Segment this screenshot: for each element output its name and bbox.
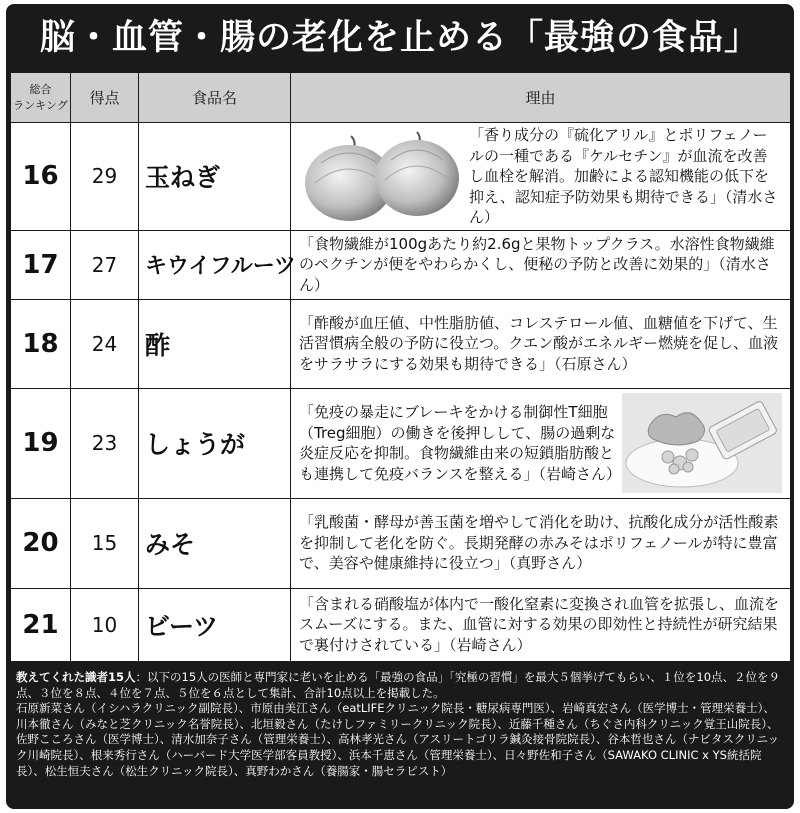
score: 15	[71, 498, 139, 588]
table-row	[11, 388, 791, 498]
food-name: キウイフルーツ	[139, 230, 291, 299]
table-row	[11, 230, 791, 299]
score: 24	[71, 299, 139, 388]
table-row	[11, 498, 791, 588]
rank-number: 21	[11, 588, 71, 661]
food-name: ビーツ	[139, 588, 291, 661]
table-row	[11, 299, 791, 388]
rank-number: 17	[11, 230, 71, 299]
rank-number: 18	[11, 299, 71, 388]
notes-experts: 石原新菜さん（イシハラクリニック副院長）、市原由美江さん（eatLIFEクリニック院長・糖尿病専門医）、岩崎真宏さん（医学博士・管理栄養士）、川本徹さん（みなと芝クリニック名誉院長）、北垣毅さん（たけしファミリークリニック院長）、近藤千種さん（ちぐさ内科クリニック覚王山院長）、佐野こころさん（医学博士）、清水加奈子さん（管理栄養士）、高林孝光さん（アスリートゴリラ鍼灸接骨院院長）、谷本哲也さん（ナビタスクリニック川崎院長）、根来秀行さん（ハーバード大学医学部客員教授）、浜本千恵さん（管理栄養士）、日々野佐和子さん（SAWAKO CLINIC x YS統括院長）、松生恒夫さん（松生クリニック院長）、真野わかさん（養腸家・腸セラピスト）	[16, 701, 780, 778]
header-rank: 総合 ランキング	[11, 73, 71, 123]
notes-section	[16, 670, 786, 779]
header-score: 得点	[71, 73, 139, 123]
reason-text: 「食物繊維が100gあたり約2.6gと果物トップクラス。水溶性食物繊維のペクチンが便をやわらかくし、便秘の予防と改善に効果的」（清水さん）	[291, 230, 791, 299]
header-reason: 理由	[291, 73, 791, 123]
food-name: みそ	[139, 498, 291, 588]
reason-text: 「香り成分の『硫化アリル』とポリフェノールの一種である『ケルセチン』が血流を改善し血栓を解消。加齢による認知機能の低下を抑え、認知症予防効果も期待できる」（清水さん）	[469, 126, 778, 226]
reason-text: 「乳酸菌・酵母が善玉菌を増やして消化を助け、抗酸化成分が活性酸素を抑制して老化を防ぐ。長期発酵の赤みそはポリフェノールが特に豊富で、美容や健康維持に役立つ」（真野さん）	[291, 498, 791, 588]
onion-image	[299, 128, 465, 224]
table-row	[11, 588, 791, 661]
reason-text: 「含まれる硝酸塩が体内で一酸化窒素に変換され血管を拡張し、血流をスムーズにする。また、血管に対する効果の即効性と持続性が研究結果で裏付けされている」（岩崎さん）	[291, 588, 791, 661]
notes-intro	[16, 670, 786, 701]
score: 27	[71, 230, 139, 299]
header-food: 食品名	[139, 73, 291, 123]
reason-cell	[291, 123, 791, 231]
table-row	[11, 123, 791, 231]
reason-cell	[291, 388, 791, 498]
food-name: しょうが	[139, 388, 291, 498]
score: 29	[71, 123, 139, 231]
score: 23	[71, 388, 139, 498]
page-title: 脳・血管・腸の老化を止める「最強の食品」	[39, 18, 760, 58]
notes-label: 教えてくれた識者15人	[16, 670, 136, 684]
reason-text: 「酢酸が血圧値、中性脂肪値、コレステロール値、血糖値を下げて、生活習慣病全般の予防に役立つ。クエン酸がエネルギー燃焼を促し、血液をサラサラにする効果も期待できる」（石原さん）	[291, 299, 791, 388]
table-header-row	[11, 73, 791, 123]
score: 10	[71, 588, 139, 661]
title-bar	[6, 4, 794, 66]
rank-number: 20	[11, 498, 71, 588]
notes-intro-text: ：以下の15人の医師と専門家に老いを止める「最強の食品」「究極の習慣」を最大５個挙げてもらい、１位を10点、２位を９点、３位を８点、４位を７点、５位を６点として集計、合計10点以上を掲載した。	[16, 670, 781, 700]
ginger-image	[622, 393, 782, 493]
food-name: 酢	[139, 299, 291, 388]
rank-number: 16	[11, 123, 71, 231]
ranking-table	[10, 72, 791, 662]
rank-number: 19	[11, 388, 71, 498]
food-name: 玉ねぎ	[139, 123, 291, 231]
reason-text: 「免疫の暴走にブレーキをかける制御性T細胞（Treg細胞）の働きを後押しして、腸の過剰な炎症反応を抑制。食物繊維由来の短鎖脂肪酸とも連携して免疫バランスを整える」（岩崎さん）	[299, 403, 622, 483]
